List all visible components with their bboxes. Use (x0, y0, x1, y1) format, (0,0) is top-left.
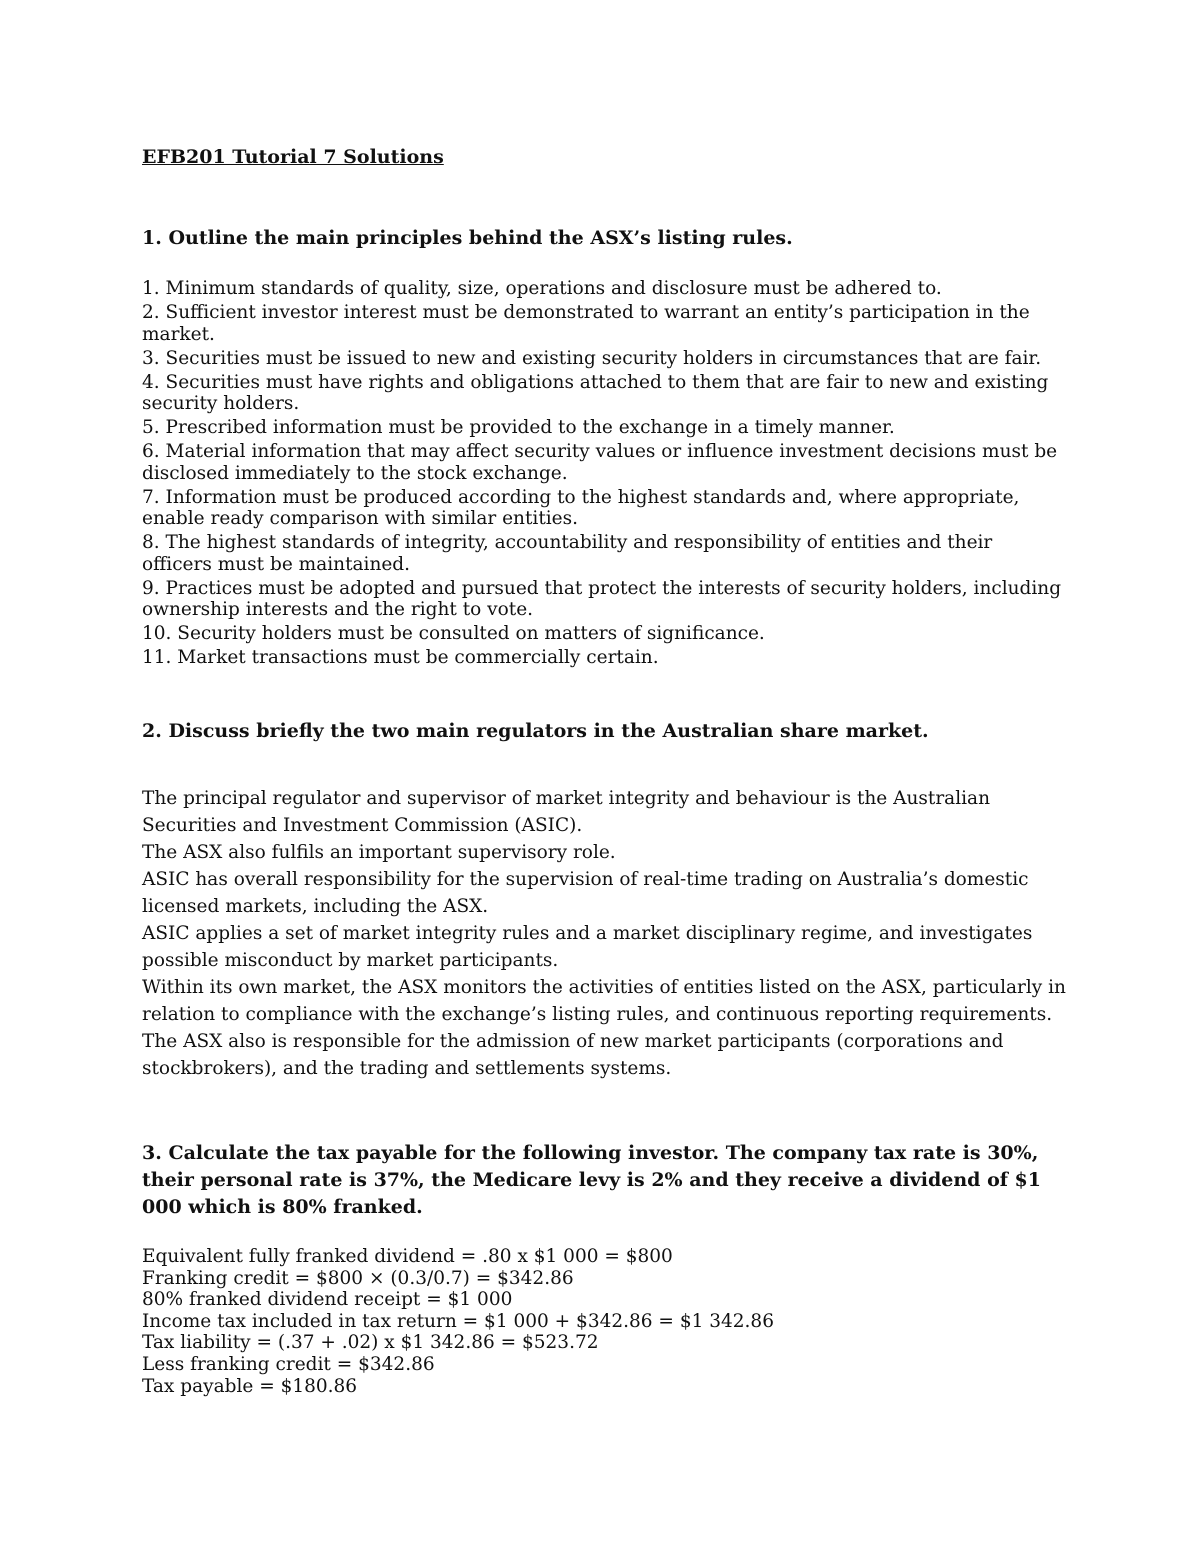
tax-calculation (142, 1246, 1067, 1397)
paragraph: The principal regulator and supervisor of market integrity and behaviour is the Australian Securities and Investment Commission (ASIC). (142, 788, 990, 836)
list-item: 5. Prescribed information must be provided to the exchange in a timely manner. (142, 417, 895, 438)
paragraph: The ASX also is responsible for the admission of new market participants (corporations and stockbrokers), and the trading and settlements systems. (142, 1031, 1004, 1079)
calculation-line: Tax liability = (.37 + .02) x $1 342.86 = $523.72 (142, 1332, 599, 1354)
calculation-line: Tax payable = $180.86 (142, 1375, 358, 1397)
paragraph: Within its own market, the ASX monitors the activities of entities listed on the ASX, particularly in relation to compliance with the exchange’s listing rules, and continuous reporting requirements. (142, 977, 1066, 1025)
list-item: 7. Information must be produced according to the highest standards and, where appropriate, enable ready comparison with similar entities. (142, 486, 1020, 529)
paragraph: ASIC has overall responsibility for the supervision of real-time trading on Australia’s domestic licensed markets, including the ASX. (142, 869, 1029, 917)
question-1-heading: 1. Outline the main principles behind the ASX’s listing rules. (142, 227, 793, 249)
question-2-heading: 2. Discuss briefly the two main regulators in the Australian share market. (142, 720, 929, 742)
calculation-line: Equivalent fully franked dividend = .80 x $1 000 = $800 (142, 1246, 673, 1267)
regulators-answer (142, 785, 1067, 1082)
list-item: 11. Market transactions must be commercially certain. (142, 647, 659, 668)
paragraph: The ASX also fulfils an important supervisory role. (142, 842, 616, 863)
calculation-line: 80% franked dividend receipt = $1 000 (142, 1289, 513, 1311)
list-item: 3. Securities must be issued to new and existing security holders in circumstances that are fair. (142, 347, 1042, 369)
list-item: 4. Securities must have rights and obligations attached to them that are fair to new and existing security holders. (142, 371, 1049, 414)
calculation-line: Less franking credit = $342.86 (142, 1353, 435, 1375)
list-item: 10. Security holders must be consulted on matters of significance. (142, 623, 765, 644)
calculation-line: Income tax included in tax return = $1 000 + $342.86 = $1 342.86 (142, 1310, 774, 1332)
calculation-line: Franking credit = $800 × (0.3/0.7) = $342.86 (142, 1267, 574, 1289)
question-3-heading: 3. Calculate the tax payable for the following investor. The company tax rate is 30%, their personal rate is 37%, the Medicare levy is 2% and they receive a dividend of $1 000 which is 80% franked. (142, 1142, 1041, 1218)
document-title: EFB201 Tutorial 7 Solutions (142, 146, 444, 168)
list-item: 9. Practices must be adopted and pursued that protect the interests of security holders, including ownership interests and the right to vote. (142, 577, 1062, 620)
list-item: 2. Sufficient investor interest must be demonstrated to warrant an entity’s participation in the market. (142, 302, 1030, 345)
list-item: 8. The highest standards of integrity, accountability and responsibility of entities and their officers must be maintained. (142, 532, 993, 575)
list-item: 1. Minimum standards of quality, size, operations and disclosure must be adhered to. (142, 278, 942, 299)
listing-principles-list (142, 278, 1067, 671)
paragraph: ASIC applies a set of market integrity rules and a market disciplinary regime, and investigates possible misconduct by market participants. (142, 923, 1033, 971)
list-item: 6. Material information that may affect security values or influence investment decisions must be disclosed immediately to the stock exchange. (142, 441, 1058, 484)
